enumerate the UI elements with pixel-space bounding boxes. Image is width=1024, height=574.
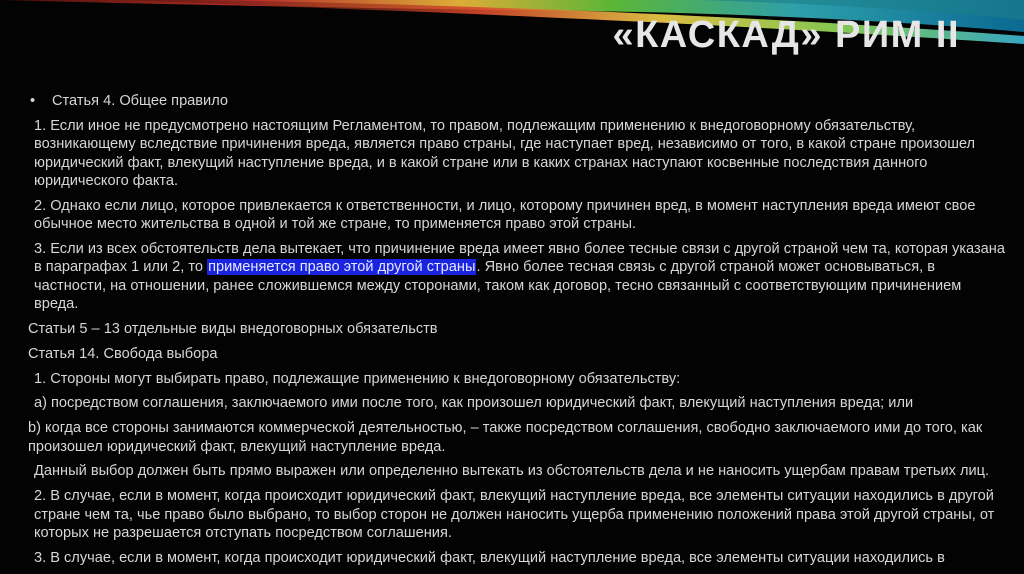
- slide-title: «КАСКАД» РИМ II: [612, 14, 960, 56]
- slide-body: [28, 92, 1008, 574]
- paragraph-14-2: 2. В случае, если в момент, когда происходит юридический факт, влекущий наступление вреда, все элементы ситуации находились в другой стране чем та, чье право было выбрано, то выбор сторон не должен наносить ущерба применению положений права этой другой страны, от которых не разрешается отступать посредством соглашения.: [34, 488, 995, 542]
- article-4-title: Статья 4. Общее правило: [52, 93, 229, 109]
- article-14-title: Статья 14. Свобода выбора: [28, 345, 218, 362]
- paragraph-14-choice: Данный выбор должен быть прямо выражен или определенно вытекать из обстоятельств дела и не наносить ущербам правам третьих лиц.: [34, 463, 990, 480]
- paragraph-4-3-start: 3. Если из всех обстоятельств дела вытекает, что причинение вреда имеет явно более тесные связи с другой страной чем та, которая указана в параграфах 1 или 2, то: [34, 241, 1005, 276]
- paragraph-14-1: 1. Стороны могут выбирать право, подлежащие применению к внедоговорному обязательству:: [34, 370, 681, 387]
- paragraph-14-3: 3. В случае, если в момент, когда происходит юридический факт, влекущий наступление вреда, все элементы ситуации находились в: [34, 549, 945, 566]
- paragraph-4-3: [28, 240, 1008, 314]
- paragraph-4-2: 2. Однако если лицо, которое привлекается к ответственности, и лицо, которому причинен вред, в момент наступления вреда имеют свое обычное место жительства в одной и той же стране, то применяется право этой страны.: [34, 197, 976, 233]
- articles-5-13: Статьи 5 – 13 отдельные виды внедоговорных обязательств: [28, 321, 438, 338]
- paragraph-4-3-end: . Явно более тесная связь с другой страной может основываться, в частности, на отношении, ранее сложившемся между сторонами, таком как договор, тесно связанный с соответствующим причинением вреда.: [34, 259, 962, 313]
- highlighted-text: применяется право этой другой страны: [208, 259, 476, 276]
- paragraph-4-1: 1. Если иное не предусмотрено настоящим Регламентом, то правом, подлежащим применению к внедоговорному обязательству, возникающему вследствие причинения вреда, является право страны, где наступает вред, независимо от того, в какой стране произошел юридический факт, влекущий наступление вреда, и в какой стране или в каких странах наступают косвенные последствия данного юридического факта.: [34, 117, 976, 190]
- bullet-dot: •: [30, 93, 36, 109]
- paragraph-14-a: a) посредством соглашения, заключаемого ими после того, как произошел юридический факт, влекущий наступления вреда; или: [34, 395, 914, 412]
- bullet-article-4: [28, 92, 1008, 110]
- paragraph-14-b: b) когда все стороны занимаются коммерческой деятельностью, – также посредством соглашения, свободно заключаемого ими до того, как произошел юридический факт, влекущий наступление вреда.: [28, 420, 983, 455]
